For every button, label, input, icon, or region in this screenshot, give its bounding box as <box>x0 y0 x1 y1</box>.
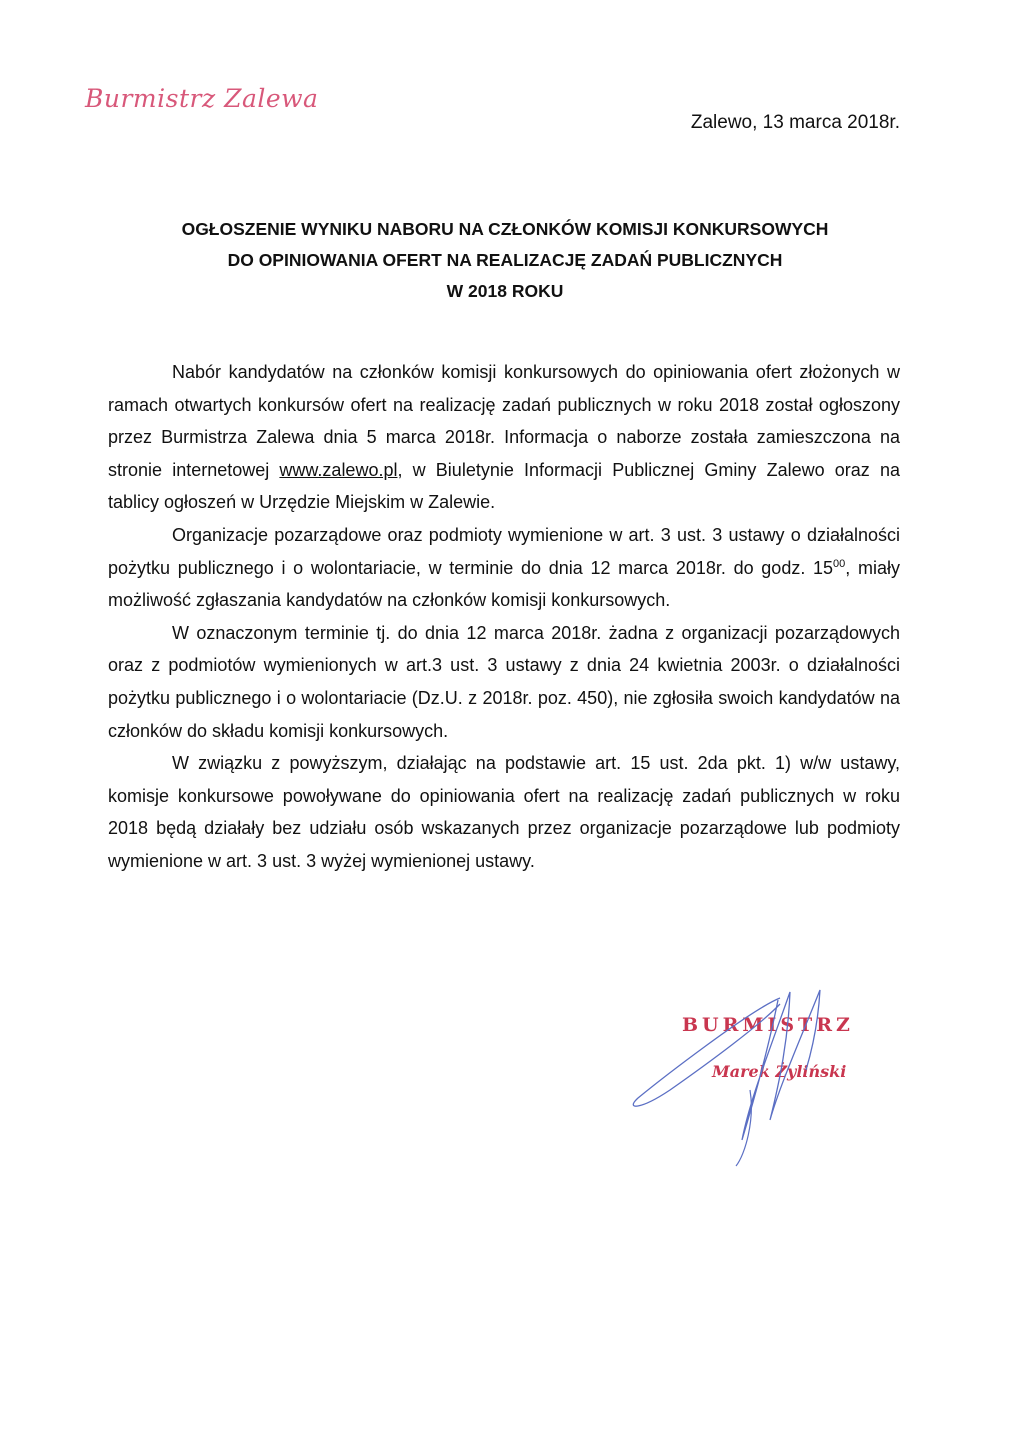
paragraph-4: W związku z powyższym, działając na podstawie art. 15 ust. 2da pkt. 1) w/w ustawy, komisje konkursowe powoływane do opiniowania ofert na realizację zadań publicznych w roku 2018 będą działały bez udziału osób wskazanych przez organizacje pozarządowe lub podmioty wymienione w art. 3 ust. 3 wyżej wymienionej ustawy. <box>108 753 900 871</box>
paragraph-1 <box>108 356 900 519</box>
signature-stroke-tail <box>736 1090 751 1166</box>
paragraph-2-text-a: Organizacje pozarządowe oraz podmioty wymienione w art. 3 ust. 3 ustawy o działalności pożytku publicznego i o wolontariacie, w terminie do dnia 12 marca 2018r. do godz. 15 <box>108 524 900 578</box>
document-title <box>0 214 1010 307</box>
document-date: Zalewo, 13 marca 2018r. <box>690 112 900 133</box>
document-body <box>108 356 900 878</box>
hour-minutes-superscript: 00 <box>833 557 846 570</box>
stamp-name: Marek Żyliński <box>712 1062 847 1081</box>
title-line-2: DO OPINIOWANIA OFERT NA REALIZACJĘ ZADAŃ PUBLICZNYCH <box>227 250 783 270</box>
paragraph-2-text-b: , miały możliwość zgłaszania kandydatów na członków komisji konkursowych. <box>108 557 900 611</box>
title-line-1: OGŁOSZENIE WYNIKU NABORU NA CZŁONKÓW KOMISJI KONKURSOWYCH <box>181 219 829 239</box>
paragraph-1-text-b: , w Biuletynie Informacji Publicznej Gminy Zalewo oraz na tablicy ogłoszeń w Urzędzie Miejskim w Zalewie. <box>108 459 900 513</box>
paragraph-3: W oznaczonym terminie tj. do dnia 12 marca 2018r. żadna z organizacji pozarządowych oraz z podmiotów wymienionych w art.3 ust. 3 ustawy z dnia 24 kwietnia 2003r. o działalności pożytku publicznego i o wolontariacie (Dz.U. z 2018r. poz. 450), nie zgłosiła swoich kandydatów na członków do składu komisji konkursowych. <box>108 622 900 741</box>
signature-stroke-loop <box>633 998 780 1106</box>
letterhead-logo: Burmistrz Zalewa <box>85 84 319 113</box>
paragraph-1-text-a: Nabór kandydatów na członków komisji konkursowych do opiniowania ofert złożonych w ramach otwartych konkursów ofert na realizację zadań publicznych w roku 2018 został ogłoszony przez Burmistrza Zalewa dnia 5 marca 2018r. Informacja o naborze została zamieszczona na stronie internetowej <box>108 362 900 480</box>
website-link[interactable]: www.zalewo.pl <box>279 459 398 480</box>
handwritten-signature <box>630 970 890 1170</box>
stamp-title: BURMISTRZ <box>682 1014 854 1036</box>
paragraph-2 <box>108 519 900 617</box>
title-line-3: W 2018 ROKU <box>446 281 564 301</box>
mayor-stamp <box>630 970 890 1170</box>
